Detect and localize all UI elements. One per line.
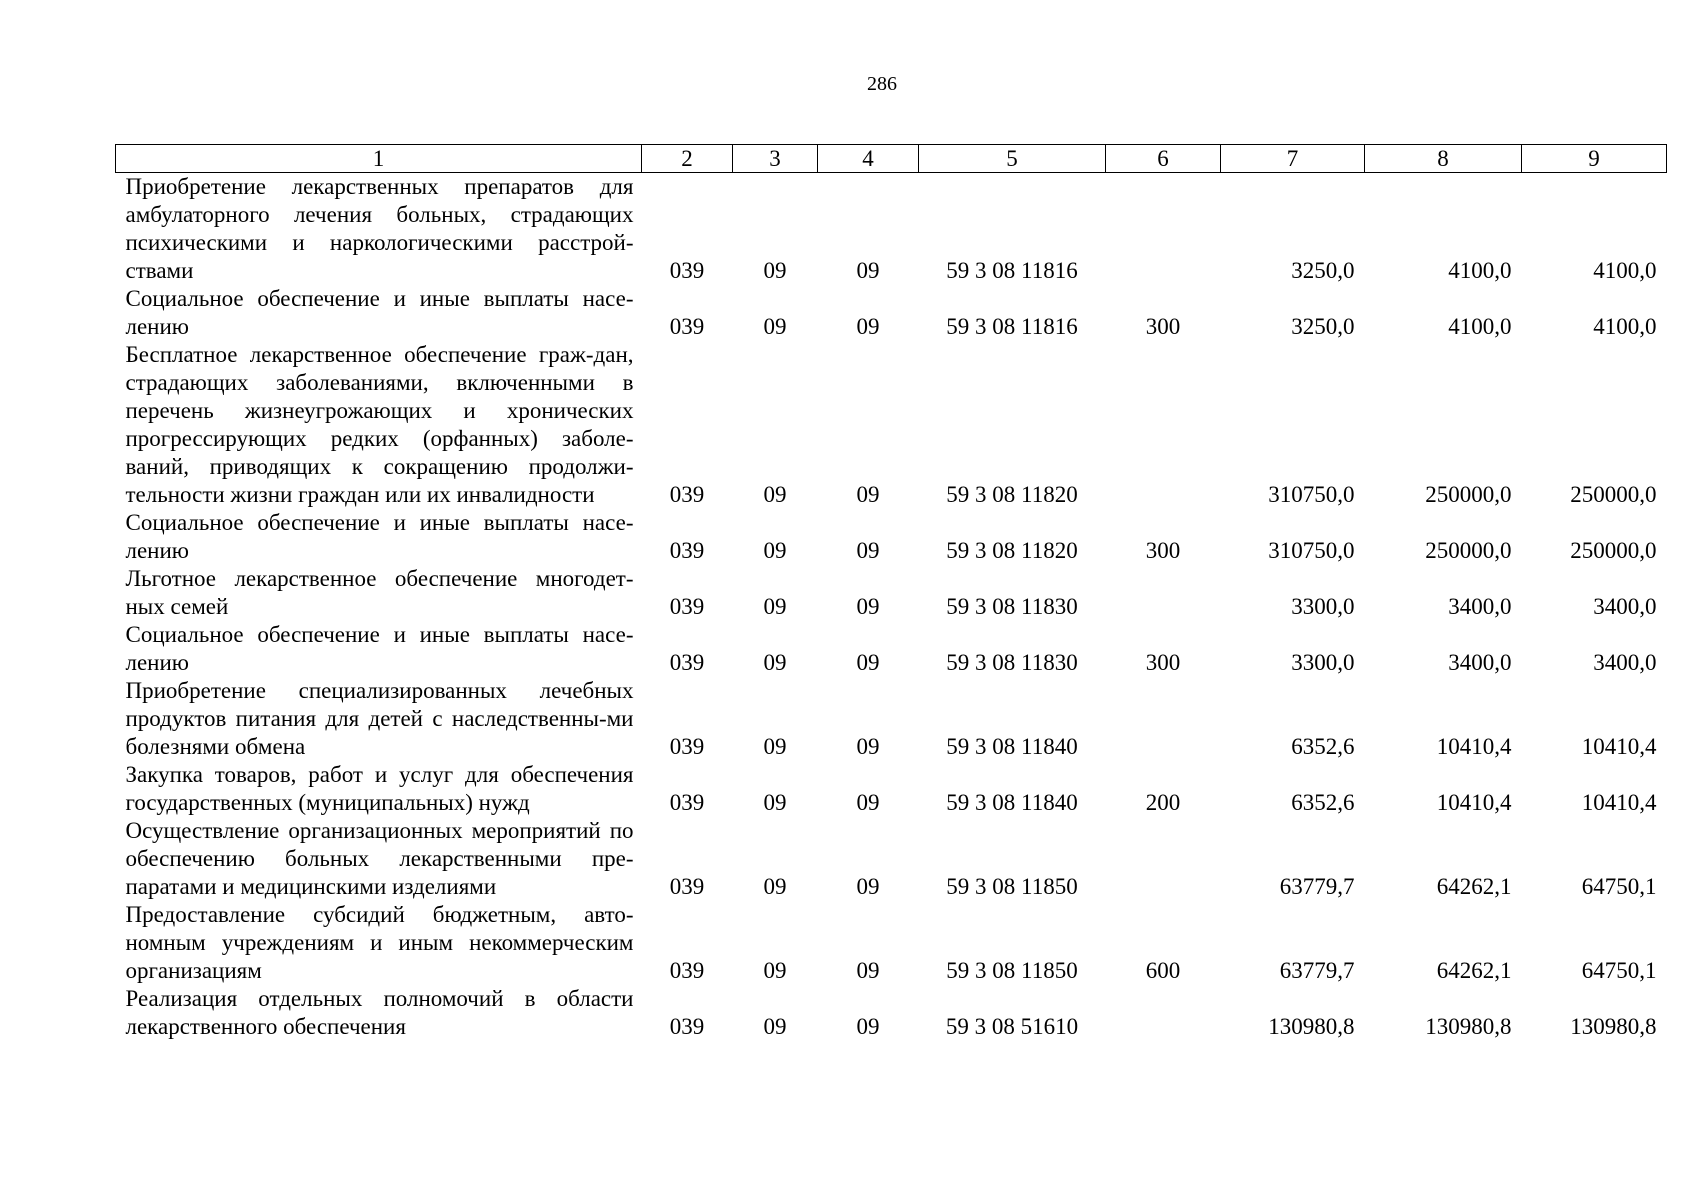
row-amount-col8: 4100,0	[1448, 314, 1512, 339]
row-code-admin: 039	[669, 874, 705, 899]
table-row	[116, 509, 1667, 565]
row-code-expense-type: 300	[1145, 314, 1181, 339]
row-code-subsection: 09	[856, 874, 880, 899]
row-code-section: 09	[763, 790, 787, 815]
table-row	[116, 901, 1667, 985]
row-code-expense-type	[1106, 341, 1221, 509]
column-header-6: 6	[1106, 145, 1221, 173]
table-row	[116, 677, 1667, 761]
table-row	[116, 565, 1667, 621]
row-code-expense-type	[1106, 985, 1221, 1041]
column-header-4: 4	[818, 145, 919, 173]
row-code-subsection: 09	[856, 314, 880, 339]
row-amount-col9: 10410,4	[1581, 734, 1657, 759]
row-code-target: 59 3 08 11820	[946, 538, 1078, 563]
row-code-expense-type	[1106, 565, 1221, 621]
column-header-5: 5	[919, 145, 1106, 173]
column-header-8: 8	[1365, 145, 1522, 173]
row-code-admin: 039	[669, 958, 705, 983]
table-row	[116, 285, 1667, 341]
row-amount-col7: 3300,0	[1291, 650, 1355, 675]
row-code-expense-type: 300	[1145, 538, 1181, 563]
row-code-section: 09	[763, 594, 787, 619]
row-code-target: 59 3 08 51610	[945, 1014, 1079, 1039]
row-amount-col7: 3300,0	[1291, 594, 1355, 619]
row-amount-col9: 64750,1	[1581, 958, 1657, 983]
row-amount-col8: 3400,0	[1448, 650, 1512, 675]
table-row	[116, 341, 1667, 509]
row-code-section: 09	[763, 314, 787, 339]
row-amount-col9: 250000,0	[1570, 538, 1657, 563]
column-header-9: 9	[1522, 145, 1667, 173]
row-code-section: 09	[763, 650, 787, 675]
row-code-expense-type: 200	[1145, 790, 1181, 815]
row-description: Приобретение специализированных лечебных продуктов питания для детей с наследственны-ми болезнями обмена	[125, 678, 634, 759]
column-header-7: 7	[1221, 145, 1365, 173]
table-row	[116, 817, 1667, 901]
row-amount-col8: 250000,0	[1425, 538, 1512, 563]
row-code-section: 09	[763, 482, 787, 507]
row-amount-col8: 10410,4	[1436, 790, 1512, 815]
column-header-2: 2	[642, 145, 733, 173]
page-number: 286	[867, 73, 897, 95]
row-code-target: 59 3 08 11830	[946, 594, 1078, 619]
row-code-target: 59 3 08 11850	[946, 958, 1078, 983]
row-amount-col9: 10410,4	[1581, 790, 1657, 815]
budget-table	[115, 144, 1667, 1041]
row-code-section: 09	[763, 258, 787, 283]
row-code-target: 59 3 08 11840	[946, 734, 1078, 759]
row-amount-col7: 310750,0	[1268, 482, 1355, 507]
row-description: Социальное обеспечение и иные выплаты насе-лению	[125, 622, 634, 675]
table-row	[116, 985, 1667, 1041]
row-amount-col7: 63779,7	[1279, 958, 1355, 983]
row-code-section: 09	[763, 958, 787, 983]
row-code-subsection: 09	[856, 734, 880, 759]
row-description: Социальное обеспечение и иные выплаты насе-лению	[125, 286, 634, 339]
row-code-section: 09	[763, 1014, 787, 1039]
row-code-subsection: 09	[856, 790, 880, 815]
row-code-target: 59 3 08 11816	[946, 314, 1078, 339]
row-code-expense-type	[1106, 677, 1221, 761]
row-code-subsection: 09	[856, 594, 880, 619]
row-code-admin: 039	[669, 594, 705, 619]
table-row	[116, 761, 1667, 817]
row-code-target: 59 3 08 11830	[946, 650, 1078, 675]
row-code-subsection: 09	[856, 1014, 880, 1039]
row-amount-col8: 10410,4	[1436, 734, 1512, 759]
table-row	[116, 173, 1667, 286]
row-amount-col8: 4100,0	[1448, 258, 1512, 283]
row-amount-col8: 3400,0	[1448, 594, 1512, 619]
row-code-expense-type	[1106, 817, 1221, 901]
row-amount-col7: 130980,8	[1268, 1014, 1355, 1039]
row-code-admin: 039	[669, 790, 705, 815]
row-description: Приобретение лекарственных препаратов для амбулаторного лечения больных, страдающих психическими и наркологическими расстрой-ствами	[125, 174, 634, 283]
row-code-admin: 039	[669, 650, 705, 675]
row-amount-col9: 4100,0	[1593, 258, 1657, 283]
row-code-section: 09	[763, 538, 787, 563]
row-description: Социальное обеспечение и иные выплаты насе-лению	[125, 510, 634, 563]
row-amount-col9: 3400,0	[1593, 594, 1657, 619]
table-header-row	[116, 145, 1667, 173]
row-code-expense-type: 300	[1145, 650, 1181, 675]
column-header-3: 3	[733, 145, 818, 173]
row-code-admin: 039	[669, 1014, 705, 1039]
column-header-1: 1	[116, 145, 642, 173]
row-code-subsection: 09	[856, 958, 880, 983]
row-code-section: 09	[763, 874, 787, 899]
table-body	[116, 173, 1667, 1042]
row-code-target: 59 3 08 11840	[946, 790, 1078, 815]
row-code-subsection: 09	[856, 538, 880, 563]
row-amount-col9: 3400,0	[1593, 650, 1657, 675]
row-amount-col9: 64750,1	[1581, 874, 1657, 899]
row-code-expense-type: 600	[1145, 958, 1181, 983]
row-amount-col7: 3250,0	[1291, 258, 1355, 283]
row-code-admin: 039	[669, 314, 705, 339]
row-code-subsection: 09	[856, 650, 880, 675]
row-amount-col8: 130980,8	[1425, 1014, 1512, 1039]
row-description: Реализация отдельных полномочий в области лекарственного обеспечения	[125, 986, 634, 1039]
row-code-admin: 039	[669, 258, 705, 283]
row-description: Предоставление субсидий бюджетным, авто-номным учреждениям и иным некоммерческим организациям	[125, 902, 634, 983]
row-amount-col7: 6352,6	[1291, 734, 1355, 759]
row-amount-col7: 310750,0	[1268, 538, 1355, 563]
row-code-admin: 039	[669, 482, 705, 507]
row-code-admin: 039	[669, 734, 705, 759]
row-code-admin: 039	[669, 538, 705, 563]
row-description: Осуществление организационных мероприятий по обеспечению больных лекарственными пре-паратами и медицинскими изделиями	[125, 818, 634, 899]
row-amount-col7: 6352,6	[1291, 790, 1355, 815]
row-amount-col8: 64262,1	[1436, 874, 1512, 899]
row-amount-col7: 3250,0	[1291, 314, 1355, 339]
row-description: Закупка товаров, работ и услуг для обеспечения государственных (муниципальных) нужд	[125, 762, 634, 815]
row-amount-col9: 250000,0	[1570, 482, 1657, 507]
row-amount-col8: 64262,1	[1436, 958, 1512, 983]
row-amount-col9: 4100,0	[1593, 314, 1657, 339]
row-code-section: 09	[763, 734, 787, 759]
row-code-target: 59 3 08 11850	[946, 874, 1078, 899]
row-description: Льготное лекарственное обеспечение многодет-ных семей	[125, 566, 634, 619]
row-code-subsection: 09	[856, 258, 880, 283]
row-amount-col8: 250000,0	[1425, 482, 1512, 507]
row-amount-col9: 130980,8	[1570, 1014, 1657, 1039]
row-amount-col7: 63779,7	[1279, 874, 1355, 899]
row-code-target: 59 3 08 11820	[946, 482, 1078, 507]
row-code-target: 59 3 08 11816	[946, 258, 1078, 283]
table-row	[116, 621, 1667, 677]
row-code-expense-type	[1106, 173, 1221, 286]
row-code-subsection: 09	[856, 482, 880, 507]
row-description: Бесплатное лекарственное обеспечение граж-дан, страдающих заболеваниями, включенными в перечень жизнеугрожающих и хронических прогрессирующих редких (орфанных) заболе-ваний, приводящих к сокращению продолжи-тельности жизни граждан или их инвалидности	[125, 342, 634, 507]
